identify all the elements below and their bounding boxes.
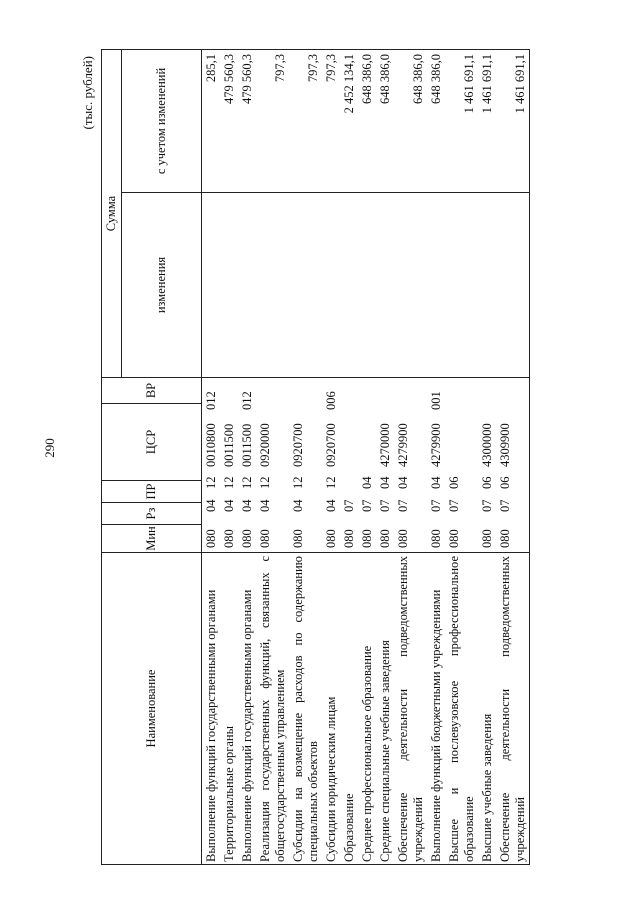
row-changes xyxy=(238,193,256,378)
row-csr: 4270000 xyxy=(378,423,392,467)
row-min: 080 xyxy=(429,529,443,548)
row-csr: 0920700 xyxy=(324,423,338,467)
row-vr: 001 xyxy=(429,391,443,410)
row-csr: 4309900 xyxy=(498,423,512,467)
row-name: Образование xyxy=(340,553,358,865)
row-name: Выполнение функций государственными органами xyxy=(202,553,221,865)
row-csr: 0010800 xyxy=(204,423,218,467)
header-csr: ЦСР xyxy=(102,404,202,481)
row-codes xyxy=(202,378,221,553)
row-changes xyxy=(322,193,340,378)
row-total: 797,3 xyxy=(256,50,289,193)
units-label: (тыс. рублей) xyxy=(80,56,95,130)
row-csr: 4279900 xyxy=(429,423,443,467)
row-name: Среднее профессиональное образование xyxy=(358,553,376,865)
row-codes xyxy=(496,378,530,553)
table-row xyxy=(376,50,394,865)
row-codes xyxy=(256,378,289,553)
table-row xyxy=(478,50,496,865)
row-min: 080 xyxy=(291,529,305,548)
row-changes xyxy=(220,193,238,378)
row-codes xyxy=(445,378,478,553)
row-total: 1 461 691,1 xyxy=(496,50,530,193)
table-row xyxy=(202,50,221,865)
row-rz: 07 xyxy=(498,499,512,512)
header-min: Мин xyxy=(102,525,202,553)
row-name: Выполнение функций государственными органами xyxy=(238,553,256,865)
row-codes xyxy=(394,378,427,553)
row-rz: 04 xyxy=(258,499,272,512)
row-rz: 04 xyxy=(240,499,254,512)
row-min: 080 xyxy=(324,529,338,548)
table-row xyxy=(340,50,358,865)
row-changes xyxy=(427,193,445,378)
row-codes xyxy=(322,378,340,553)
row-vr: 012 xyxy=(240,391,254,410)
row-min: 080 xyxy=(378,529,392,548)
table-row xyxy=(220,50,238,865)
row-codes xyxy=(478,378,496,553)
row-rz: 04 xyxy=(324,499,338,512)
table-body xyxy=(202,50,530,865)
page-number: 290 xyxy=(42,438,57,458)
row-total: 2 452 134,1 xyxy=(340,50,358,193)
row-total: 479 560,3 xyxy=(220,50,238,193)
table-row xyxy=(496,50,530,865)
row-rz: 04 xyxy=(204,499,218,512)
row-rz: 07 xyxy=(396,499,410,512)
row-pr: 06 xyxy=(447,476,461,489)
table-row xyxy=(358,50,376,865)
header-changes: изменения xyxy=(122,193,202,378)
row-codes xyxy=(238,378,256,553)
row-changes xyxy=(445,193,478,378)
row-pr: 04 xyxy=(396,476,410,489)
row-changes xyxy=(496,193,530,378)
row-total: 648 386,0 xyxy=(394,50,427,193)
table-row xyxy=(256,50,289,865)
row-vr: 006 xyxy=(324,391,338,410)
row-total: 1 461 691,1 xyxy=(478,50,496,193)
row-pr: 12 xyxy=(222,476,236,489)
row-rz: 07 xyxy=(429,499,443,512)
row-total: 1 461 691,1 xyxy=(445,50,478,193)
row-rz: 07 xyxy=(342,499,356,512)
row-pr: 12 xyxy=(291,476,305,489)
row-min: 080 xyxy=(360,529,374,548)
row-changes xyxy=(394,193,427,378)
header-pr: ПР xyxy=(102,481,202,503)
row-name: Высшее и послевузовское профессиональное образование xyxy=(445,553,478,865)
row-total: 648 386,0 xyxy=(427,50,445,193)
row-pr: 04 xyxy=(429,476,443,489)
row-min: 080 xyxy=(204,529,218,548)
row-min: 080 xyxy=(396,529,410,548)
header-sum: Сумма xyxy=(102,50,122,378)
table-row xyxy=(322,50,340,865)
row-csr: 0920700 xyxy=(291,423,305,467)
row-min: 080 xyxy=(258,529,272,548)
table-row xyxy=(289,50,322,865)
row-rz: 07 xyxy=(360,499,374,512)
row-changes xyxy=(289,193,322,378)
row-name: Высшие учебные заведения xyxy=(478,553,496,865)
row-pr: 12 xyxy=(240,476,254,489)
row-rz: 07 xyxy=(447,499,461,512)
row-total: 648 386,0 xyxy=(376,50,394,193)
row-min: 080 xyxy=(447,529,461,548)
row-min: 080 xyxy=(240,529,254,548)
row-codes xyxy=(427,378,445,553)
row-name: Субсидии на возмещение расходов по содержанию специальных объектов xyxy=(289,553,322,865)
rotated-table-wrapper xyxy=(80,50,616,865)
row-changes xyxy=(256,193,289,378)
row-rz: 04 xyxy=(222,499,236,512)
header-vr: ВР xyxy=(102,378,202,404)
row-name: Обеспечение деятельности подведомственных учреждений xyxy=(394,553,427,865)
row-min: 080 xyxy=(222,529,236,548)
row-rz: 04 xyxy=(291,499,305,512)
row-name: Средние специальные учебные заведения xyxy=(376,553,394,865)
table-row xyxy=(427,50,445,865)
row-rz: 07 xyxy=(480,499,494,512)
row-csr: 0011500 xyxy=(240,423,254,467)
row-rz: 07 xyxy=(378,499,392,512)
row-changes xyxy=(478,193,496,378)
row-changes xyxy=(376,193,394,378)
row-changes xyxy=(202,193,221,378)
row-pr: 12 xyxy=(324,476,338,489)
row-codes xyxy=(220,378,238,553)
row-codes xyxy=(358,378,376,553)
row-total: 648 386,0 xyxy=(358,50,376,193)
row-pr: 06 xyxy=(480,476,494,489)
row-name: Выполнение функций бюджетными учреждениями xyxy=(427,553,445,865)
row-csr: 4279900 xyxy=(396,423,410,467)
row-min: 080 xyxy=(480,529,494,548)
row-name: Субсидии юридическим лицам xyxy=(322,553,340,865)
row-pr: 12 xyxy=(204,476,218,489)
row-changes xyxy=(340,193,358,378)
table-row xyxy=(238,50,256,865)
header-name: Наименование xyxy=(102,553,202,865)
row-vr: 012 xyxy=(204,391,218,410)
row-codes xyxy=(340,378,358,553)
row-name: Обеспечение деятельности подведомственных учреждений xyxy=(496,553,530,865)
row-name: Территориальные органы xyxy=(220,553,238,865)
header-with-changes: с учетом изменений xyxy=(122,50,202,193)
row-min: 080 xyxy=(498,529,512,548)
row-csr: 0011500 xyxy=(222,423,236,467)
row-total: 285,1 xyxy=(202,50,221,193)
row-name: Реализация государственных функций, связанных с общегосударственным управлением xyxy=(256,553,289,865)
row-changes xyxy=(358,193,376,378)
budget-table xyxy=(101,49,530,865)
row-total: 797,3 xyxy=(289,50,322,193)
row-pr: 06 xyxy=(498,476,512,489)
row-pr: 04 xyxy=(378,476,392,489)
row-codes xyxy=(289,378,322,553)
row-codes xyxy=(376,378,394,553)
row-pr: 04 xyxy=(360,476,374,489)
row-csr: 4300000 xyxy=(480,423,494,467)
row-pr: 12 xyxy=(258,476,272,489)
table-row xyxy=(445,50,478,865)
header-rz: Рз xyxy=(102,503,202,525)
table-row xyxy=(394,50,427,865)
row-min: 080 xyxy=(342,529,356,548)
row-csr: 0920000 xyxy=(258,423,272,467)
row-total: 797,3 xyxy=(322,50,340,193)
row-total: 479 560,3 xyxy=(238,50,256,193)
